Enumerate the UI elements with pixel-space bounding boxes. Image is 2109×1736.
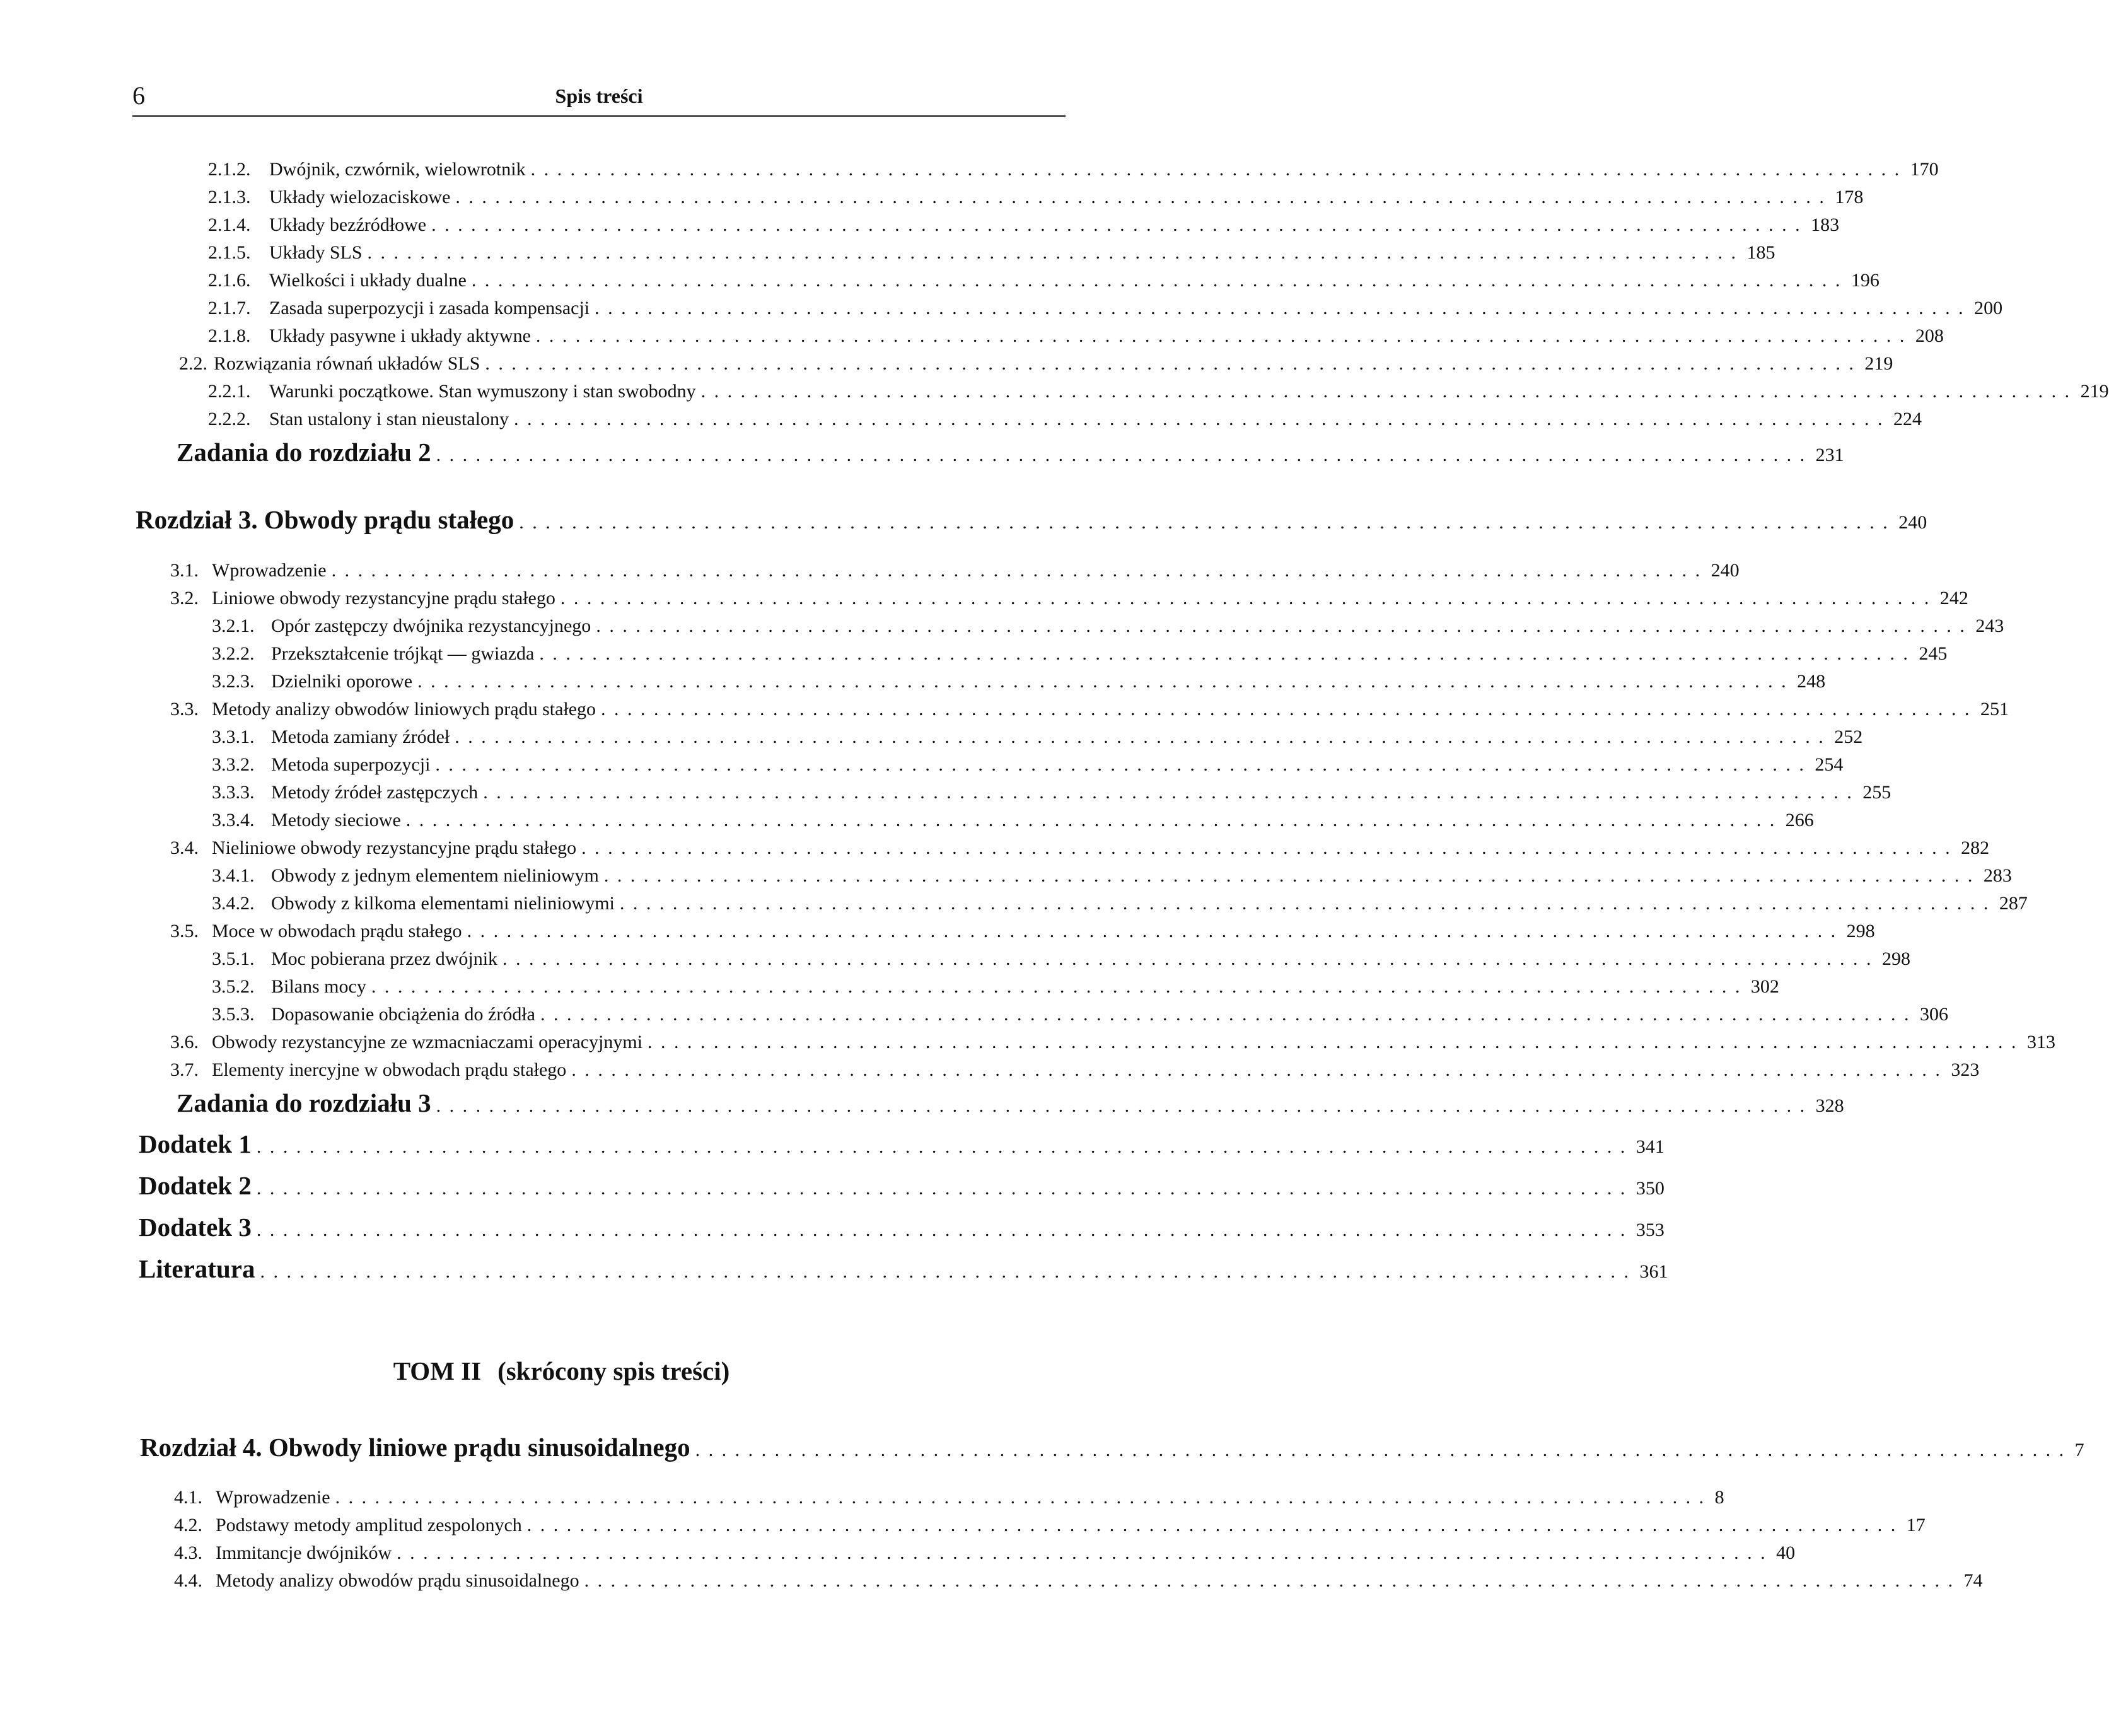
toc-entry-number: 2.1.4. (208, 214, 251, 235)
toc-entry-title: Dzielniki oporowe (271, 671, 413, 692)
toc-leader-dots: ........................................................................................................ (526, 1515, 1904, 1535)
toc-leader-dots: ........................................................................................................ (417, 671, 1795, 692)
toc-entry-page: 252 (1834, 726, 1863, 747)
toc-entry-chapter (140, 1432, 2084, 1462)
toc-entry (174, 1515, 1926, 1536)
toc-entry-number: 3.3.3. (212, 782, 255, 803)
running-title: Spis treści (555, 84, 643, 107)
toc-entry-number: 3.7. (170, 1059, 199, 1080)
toc-entry-page: 240 (1898, 512, 1927, 533)
toc-entry-title: Literatura (139, 1254, 255, 1283)
toc-entry-title: Układy SLS (269, 242, 363, 263)
toc-entry-title: Moc pobierana przez dwójnik (271, 948, 498, 969)
toc-entry (174, 1570, 1983, 1592)
toc-entry-page: 74 (1963, 1570, 1983, 1591)
toc-entry (212, 615, 2004, 637)
toc-entry-number: 2.1.7. (208, 298, 251, 318)
toc-entry (208, 409, 1922, 430)
toc-entry-page: 245 (1919, 643, 1948, 664)
toc-leader-dots: ........................................................................................................ (695, 1440, 2072, 1460)
toc-entry-page: 185 (1746, 242, 1775, 263)
toc-entry-title: Metoda zamiany źródeł (271, 726, 450, 747)
toc-leader-dots: ........................................................................................................ (503, 948, 1880, 969)
toc-entry-title: Nieliniowe obwody rezystancyjne prądu stałego (212, 837, 577, 858)
toc-entry (208, 270, 1880, 291)
toc-entry-page: 323 (1951, 1059, 1980, 1080)
toc-leader-dots: ........................................................................................................ (571, 1059, 1949, 1080)
toc-entry-page: 298 (1882, 948, 1911, 969)
toc-entry-page: 251 (1980, 699, 2009, 719)
toc-entry-title: Opór zastępczy dwójnika rezystancyjnego (271, 615, 591, 636)
toc-entry (212, 671, 1826, 692)
toc-leader-dots: ........................................................................................................ (519, 512, 1897, 533)
toc-leader-dots: ........................................................................................................ (483, 782, 1861, 803)
toc-entry (170, 560, 1740, 581)
toc-entry-title: Liniowe obwody rezystancyjne prądu stałego (212, 588, 555, 609)
toc-entry-page: 196 (1850, 270, 1880, 291)
toc-entry-appendix (139, 1212, 1665, 1242)
toc-entry-title: Zadania do rozdziału 3 (177, 1088, 431, 1117)
toc-entry-title: Moce w obwodach prądu stałego (212, 921, 462, 941)
toc-entry-number: 4.4. (174, 1570, 202, 1591)
toc-entry-page: 248 (1797, 671, 1826, 692)
toc-entry-number: 2.1.6. (208, 270, 251, 291)
toc-entry-page: 328 (1815, 1095, 1844, 1116)
toc-entry-title: Dodatek 3 (139, 1213, 252, 1242)
toc-leader-dots: ........................................................................................................ (431, 214, 1809, 235)
toc-entry-page: 242 (1939, 588, 1968, 609)
toc-entry-number: 3.4.2. (212, 893, 255, 914)
toc-entry (212, 726, 1863, 748)
toc-leader-dots: ........................................................................................................ (619, 893, 1997, 914)
toc-entry (170, 921, 1875, 942)
toc-entry-page: 361 (1639, 1261, 1668, 1282)
toc-entry (208, 159, 1939, 180)
toc-leader-dots: ........................................................................................................ (535, 325, 1913, 346)
toc-entry (208, 242, 1775, 264)
toc-leader-dots: ........................................................................................................ (331, 560, 1709, 581)
toc-entry-title: Metody analizy obwodów liniowych prądu stałego (212, 699, 596, 719)
toc-entry-page: 313 (2027, 1032, 2056, 1052)
toc-entry (212, 948, 1911, 970)
toc-leader-dots: ........................................................................................................ (371, 976, 1748, 997)
toc-entry-number: 2.1.2. (208, 159, 251, 180)
toc-leader-dots: ........................................................................................................ (540, 1004, 1917, 1025)
toc-leader-dots: ........................................................................................................ (256, 1178, 1634, 1199)
toc-leader-dots: ........................................................................................................ (367, 242, 1745, 263)
page-number: 6 (132, 81, 145, 110)
toc-leader-dots: ........................................................................................................ (436, 445, 1813, 465)
toc-entry-page: 306 (1920, 1004, 1948, 1025)
toc-entry-number: 3.5. (170, 921, 199, 941)
toc-leader-dots: ........................................................................................................ (584, 1570, 1961, 1591)
toc-entry (208, 187, 1864, 208)
toc-entry-number: 2.2. (179, 353, 207, 374)
toc-entry-page: 266 (1785, 810, 1814, 830)
toc-entry-page: 255 (1862, 782, 1891, 803)
toc-entry-number: 3.4. (170, 837, 199, 858)
toc-entry (212, 976, 1779, 998)
toc-entry (212, 893, 2028, 914)
toc-entry (179, 353, 1893, 375)
toc-entry-number: 3.1. (170, 560, 199, 581)
toc-entry-page: 287 (1999, 893, 2028, 914)
toc-entry-number: 3.5.3. (212, 1004, 255, 1025)
toc-entry-page: 350 (1635, 1178, 1665, 1199)
toc-entry-number: 2.1.3. (208, 187, 251, 207)
toc-entry-number: 2.1.8. (208, 325, 251, 346)
toc-entry-title: Obwody z kilkoma elementami nieliniowymi (271, 893, 615, 914)
toc-leader-dots: ........................................................................................................ (256, 1220, 1634, 1240)
toc-entry-page: 341 (1635, 1136, 1665, 1157)
toc-entry-page: 224 (1893, 409, 1922, 429)
toc-leader-dots: ........................................................................................................ (513, 409, 1891, 429)
toc-entry-page: 353 (1635, 1220, 1665, 1240)
toc-entry (212, 782, 1891, 803)
toc-leader-dots: ........................................................................................................ (560, 588, 1938, 609)
toc-entry-title: Układy wielozaciskowe (269, 187, 451, 207)
toc-entry-chapter (136, 504, 1927, 535)
toc-leader-dots: ........................................................................................................ (539, 643, 1917, 664)
toc-leader-dots: ........................................................................................................ (595, 298, 1972, 318)
toc-entry-page: 17 (1906, 1515, 1926, 1535)
toc-entry-number: 4.1. (174, 1487, 202, 1508)
toc-entry (170, 1059, 1980, 1081)
toc-entry-number: 2.2.1. (208, 381, 251, 402)
toc-entry-title: Metody analizy obwodów prądu sinusoidalnego (216, 1570, 579, 1591)
toc-entry-number: 3.2.3. (212, 671, 255, 692)
toc-entry-number: 3.3.2. (212, 754, 255, 775)
toc-entry-title: Przekształcenie trójkąt — gwiazda (271, 643, 535, 664)
toc-entry-number: 4.2. (174, 1515, 202, 1535)
toc-entry-title: Wprowadzenie (216, 1487, 330, 1508)
toc-leader-dots: ........................................................................................................ (455, 726, 1832, 747)
toc-entry-title: Rozwiązania równań układów SLS (214, 353, 480, 374)
tom-ii-heading (0, 1356, 1123, 1386)
toc-entry-title: Dodatek 1 (139, 1129, 252, 1158)
toc-entry (212, 754, 1844, 776)
toc-entry-major (177, 437, 1844, 467)
toc-entry-appendix (139, 1129, 1665, 1159)
toc-entry-page: 282 (1961, 837, 1990, 858)
toc-entry-title: Stan ustalony i stan nieustalony (269, 409, 509, 429)
toc-entry-number: 3.3.4. (212, 810, 255, 830)
toc-leader-dots: ........................................................................................................ (436, 1095, 1813, 1116)
toc-entry-title: Warunki początkowe. Stan wymuszony i stan swobodny (269, 381, 696, 402)
toc-entry-page: 283 (1983, 865, 2012, 886)
toc-entry (174, 1487, 1724, 1508)
toc-entry-page: 240 (1711, 560, 1740, 581)
toc-entry-title: Obwody rezystancyjne ze wzmacniaczami operacyjnymi (212, 1032, 643, 1052)
toc-entry-number: 3.6. (170, 1032, 199, 1052)
toc-entry-page: 302 (1750, 976, 1779, 997)
toc-entry-number: 2.2.2. (208, 409, 251, 429)
toc-entry-bibliography (139, 1254, 1668, 1284)
toc-leader-dots: ........................................................................................................ (260, 1261, 1637, 1282)
toc-entry (174, 1542, 1796, 1564)
toc-entry (170, 699, 2009, 720)
page-header (132, 81, 1066, 119)
toc-entry-title: Rozdział 4. Obwody liniowe prądu sinusoidalnego (140, 1433, 690, 1462)
toc-entry-number: 3.2. (170, 588, 199, 609)
toc-entry-page: 170 (1910, 159, 1939, 180)
toc-entry (212, 1004, 1948, 1025)
toc-entry-number: 3.5.2. (212, 976, 255, 997)
tom-ii-title: TOM II (393, 1356, 482, 1385)
toc-entry-title: Dodatek 2 (139, 1171, 252, 1200)
toc-entry-page: 40 (1776, 1542, 1796, 1563)
header-divider (132, 115, 1066, 117)
toc-leader-dots: ........................................................................................................ (648, 1032, 2025, 1052)
toc-entry (208, 381, 2109, 402)
tom-ii-subtitle: (skrócony spis treści) (497, 1356, 730, 1385)
toc-entry-title: Metody źródeł zastępczych (271, 782, 479, 803)
toc-entry-title: Rozdział 3. Obwody prądu stałego (136, 505, 514, 534)
toc-entry-number: 3.2.2. (212, 643, 255, 664)
toc-leader-dots: ........................................................................................................ (455, 187, 1833, 207)
toc-entry-page: 219 (1864, 353, 1893, 374)
toc-entry-page: 254 (1815, 754, 1844, 775)
toc-leader-dots: ........................................................................................................ (601, 699, 1978, 719)
toc-entry-title: Wprowadzenie (212, 560, 327, 581)
toc-entry-page: 243 (1975, 615, 2004, 636)
toc-leader-dots: ........................................................................................................ (596, 615, 1973, 636)
toc-entry (170, 588, 1968, 609)
toc-entry-page: 200 (1974, 298, 2003, 318)
toc-entry-page: 8 (1714, 1487, 1724, 1508)
toc-leader-dots: ........................................................................................................ (405, 810, 1783, 830)
toc-entry-page: 178 (1835, 187, 1864, 207)
toc-entry-title: Wielkości i układy dualne (269, 270, 467, 291)
toc-entry-number: 3.5.1. (212, 948, 255, 969)
toc-leader-dots: ........................................................................................................ (603, 865, 1981, 886)
toc-entry-number: 4.3. (174, 1542, 202, 1563)
toc-entry-title: Metoda superpozycji (271, 754, 431, 775)
toc-entry-number: 3.4.1. (212, 865, 255, 886)
toc-entry-page: 183 (1811, 214, 1840, 235)
toc-entry-title: Dwójnik, czwórnik, wielowrotnik (269, 159, 526, 180)
toc-entry-title: Zasada superpozycji i zasada kompensacji (269, 298, 590, 318)
toc-entry-page: 298 (1846, 921, 1875, 941)
toc-entry-number: 3.2.1. (212, 615, 255, 636)
toc-entry (212, 810, 1814, 831)
toc-entry-number: 2.1.5. (208, 242, 251, 263)
toc-entry-title: Układy pasywne i układy aktywne (269, 325, 531, 346)
toc-entry-page: 7 (2074, 1440, 2084, 1460)
toc-leader-dots: ........................................................................................................ (397, 1542, 1774, 1563)
toc-entry-title: Bilans mocy (271, 976, 366, 997)
toc-leader-dots: ........................................................................................................ (335, 1487, 1712, 1508)
toc-entry-number: 3.3. (170, 699, 199, 719)
toc-entry-title: Dopasowanie obciążenia do źródła (271, 1004, 535, 1025)
toc-entry-title: Zadania do rozdziału 2 (177, 438, 431, 467)
toc-leader-dots: ........................................................................................................ (581, 837, 1959, 858)
toc-entry-title: Podstawy metody amplitud zespolonych (216, 1515, 522, 1535)
toc-entry-page: 231 (1815, 445, 1844, 465)
toc-entry-title: Obwody z jednym elementem nieliniowym (271, 865, 599, 886)
toc-entry-number: 3.3.1. (212, 726, 255, 747)
toc-leader-dots: ........................................................................................................ (700, 381, 2078, 402)
toc-entry (212, 865, 2012, 887)
toc-leader-dots: ........................................................................................................ (530, 159, 1908, 180)
toc-entry (170, 837, 1990, 859)
toc-entry (212, 643, 1948, 665)
toc-entry-page: 208 (1915, 325, 1944, 346)
toc-entry-major (177, 1088, 1844, 1118)
toc-leader-dots: ........................................................................................................ (435, 754, 1813, 775)
toc-leader-dots: ........................................................................................................ (485, 353, 1862, 374)
toc-entry-title: Immitancje dwójników (216, 1542, 392, 1563)
toc-entry-appendix (139, 1170, 1665, 1201)
toc-entry (208, 214, 1840, 236)
toc-leader-dots: ........................................................................................................ (467, 921, 1844, 941)
toc-entry (208, 325, 1944, 347)
toc-leader-dots: ........................................................................................................ (471, 270, 1849, 291)
toc-entry-title: Elementy inercyjne w obwodach prądu stałego (212, 1059, 567, 1080)
toc-entry-title: Metody sieciowe (271, 810, 401, 830)
toc-leader-dots: ........................................................................................................ (256, 1136, 1634, 1157)
toc-entry-page: 219 (2080, 381, 2109, 402)
toc-entry (170, 1032, 2056, 1053)
toc-entry (208, 298, 2003, 319)
toc-entry-title: Układy bezźródłowe (269, 214, 427, 235)
